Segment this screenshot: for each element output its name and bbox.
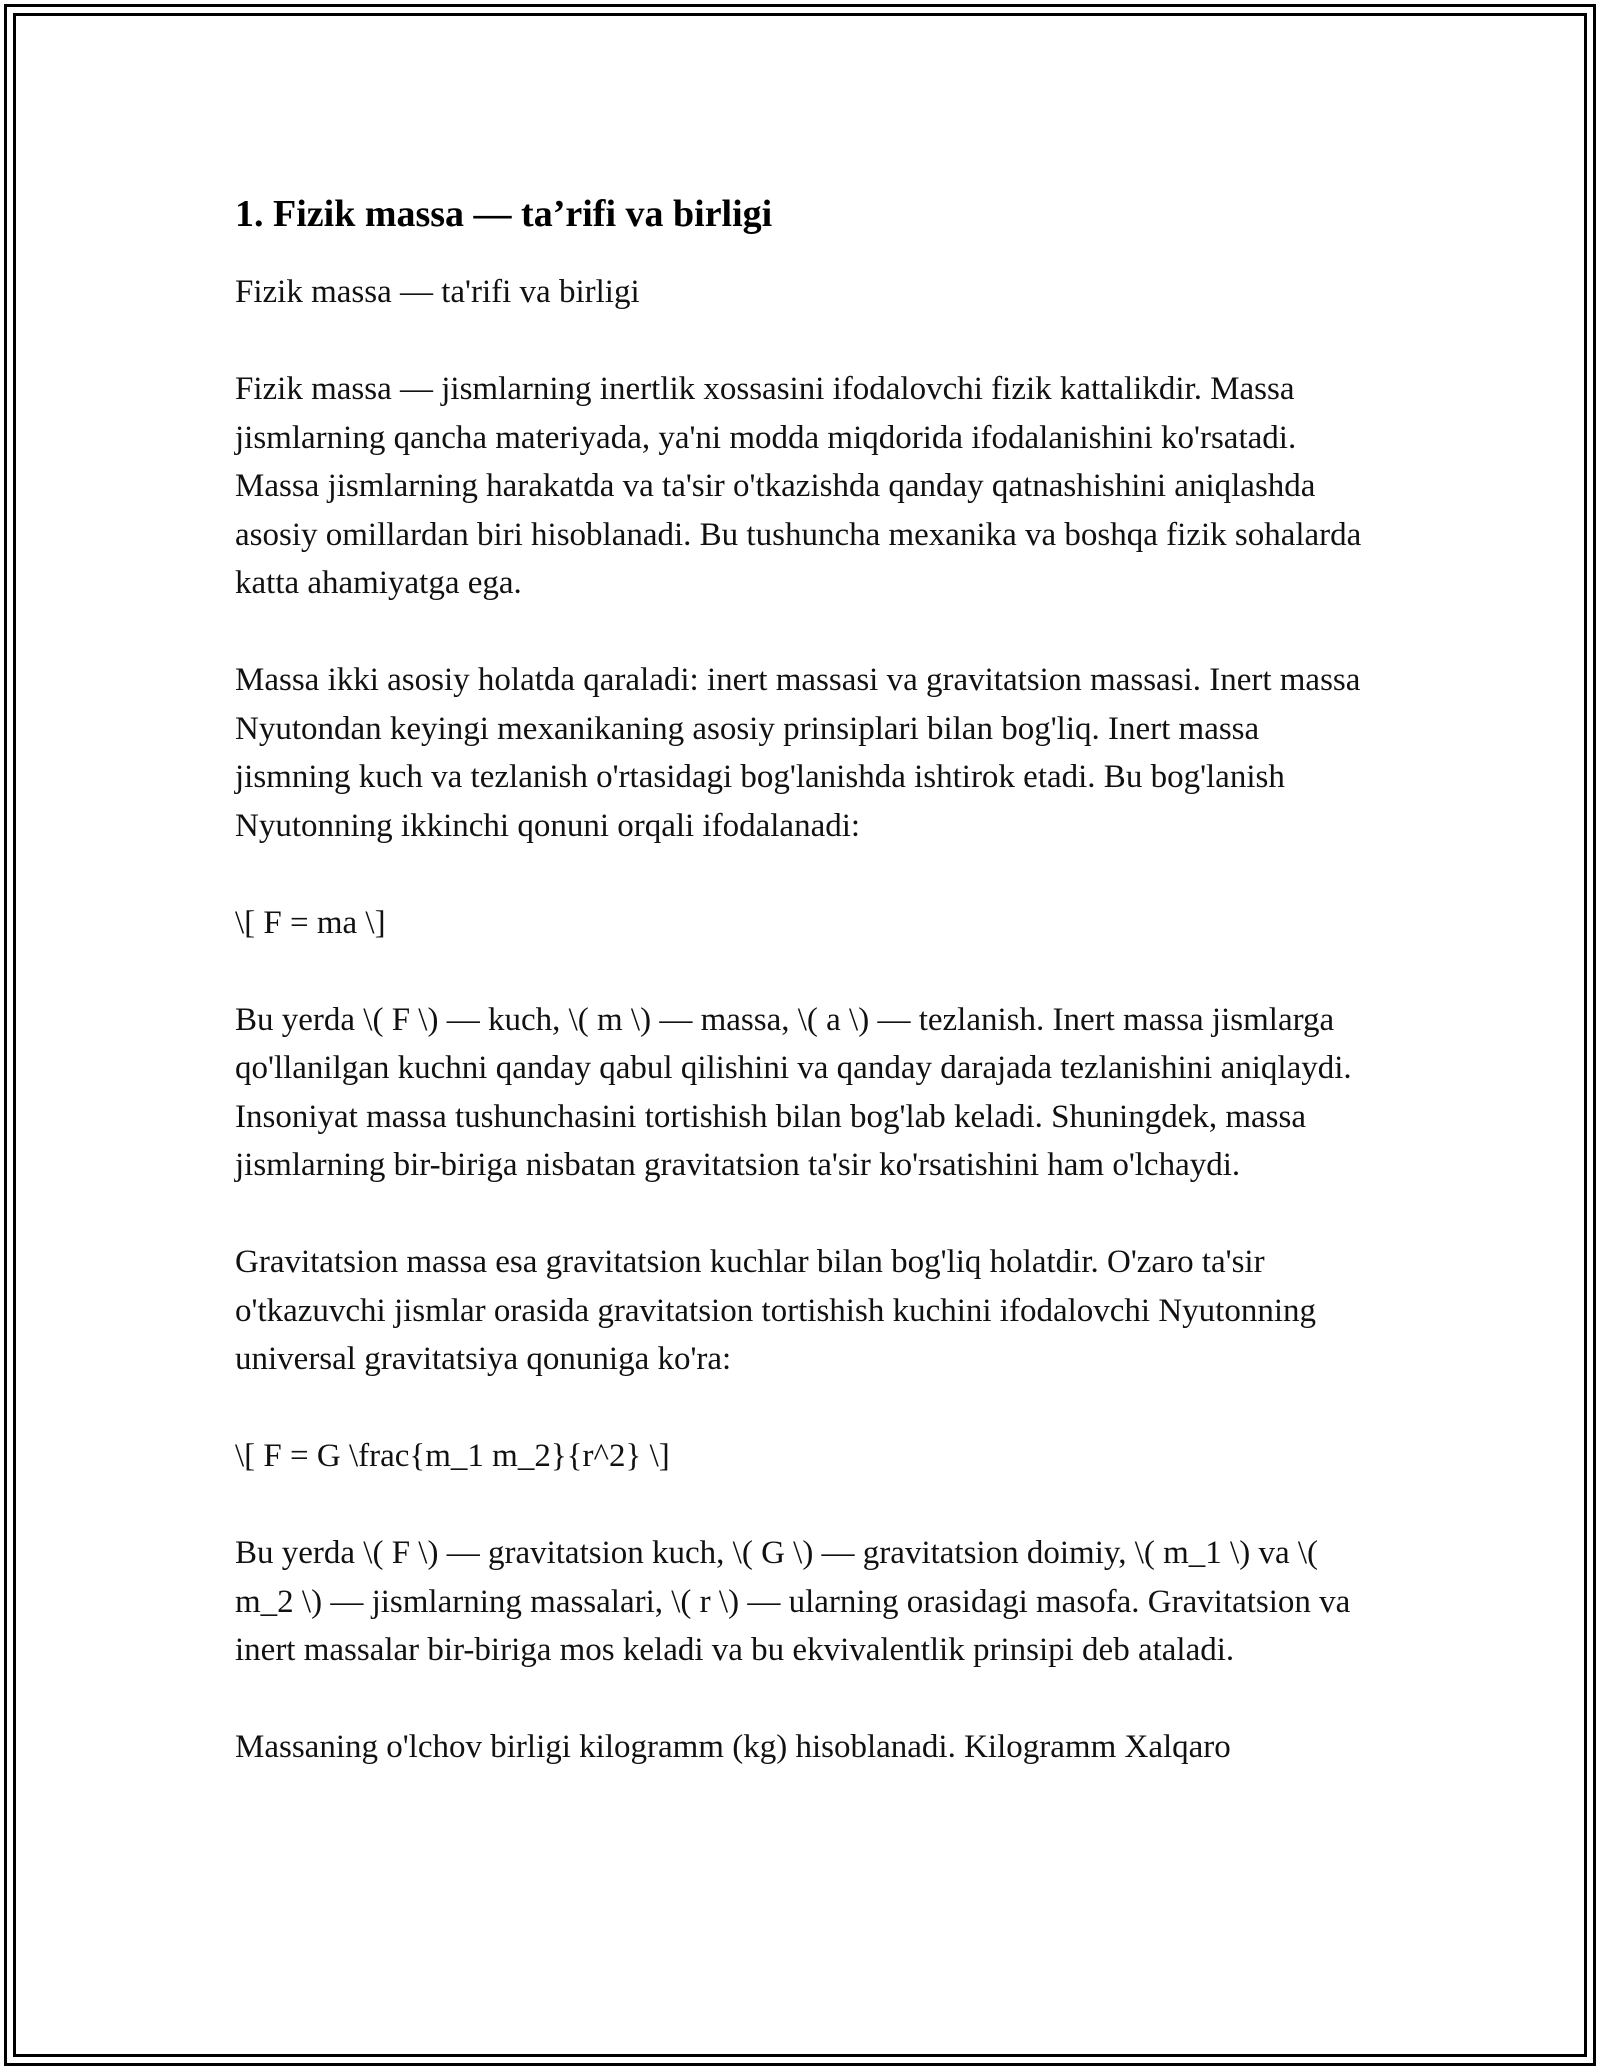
subtitle-paragraph: Fizik massa — ta'rifi va birligi: [235, 274, 640, 310]
inert-mass-explanation-paragraph: Bu yerda \( F \) — kuch, \( m \) — massa, \( a \) — tezlanish. Inert massa jismlarga qo'llanilgan kuchni qanday qabul qilishini va qanday darajada tezlanishini aniqlaydi. Insoniyat massa tushunchasini tortishish bilan bog'lab keladi. Shuningdek, massa jismlarning bir-biriga nisbatan gravitatsion ta'sir ko'rsatishini ham o'lchaydi.: [235, 1001, 1352, 1183]
unit-paragraph: Massaning o'lchov birligi kilogramm (kg) hisoblanadi. Kilogramm Xalqaro: [235, 1729, 1231, 1765]
formula-universal-gravitation: \[ F = G \frac{m_1 m_2}{r^2} \]: [235, 1438, 670, 1474]
definition-paragraph: Fizik massa — jismlarning inertlik xossasini ifodalovchi fizik kattalikdir. Massa jismlarning qancha materiyada, ya'ni modda miqdorida ifodalanishini ko'rsatadi. Massa jismlarning harakatda va ta'sir o'tkazishda qanday qatnashishini aniqlashda asosiy omillardan biri hisoblanadi. Bu tushuncha mexanika va boshqa fizik sohalarda katta ahamiyatga ega.: [235, 371, 1362, 601]
mass-types-paragraph: Massa ikki asosiy holatda qaraladi: inert massasi va gravitatsion massasi. Inert massa Nyutondan keyingi mexanikaning asosiy prinsiplari bilan bog'liq. Inert massa jismning kuch va tezlanish o'rtasidagi bog'lanishda ishtirok etadi. Bu bog'lanish Nyutonning ikkinchi qonuni orqali ifodalanadi:: [235, 662, 1361, 844]
formula-newton-second-law: \[ F = ma \]: [235, 904, 386, 941]
section-heading: 1. Fizik massa — ta’rifi va birligi: [235, 193, 773, 235]
equivalence-principle-paragraph: Bu yerda \( F \) — gravitatsion kuch, \( G \) — gravitatsion doimiy, \( m_1 \) va \( m_2 \) — jismlarning massalari, \( r \) — ularning orasidagi masofa. Gravitatsion va inert massalar bir-biriga mos keladi va bu ekvivalentlik prinsipi deb ataladi.: [235, 1535, 1351, 1668]
document-body: [235, 190, 1370, 1820]
gravitational-mass-paragraph: Gravitatsion massa esa gravitatsion kuchlar bilan bog'liq holatdir. O'zaro ta'sir o'tkazuvchi jismlar orasida gravitatsion tortishish kuchini ifodalovchi Nyutonning universal gravitatsiya qonuniga ko'ra:: [235, 1244, 1317, 1377]
